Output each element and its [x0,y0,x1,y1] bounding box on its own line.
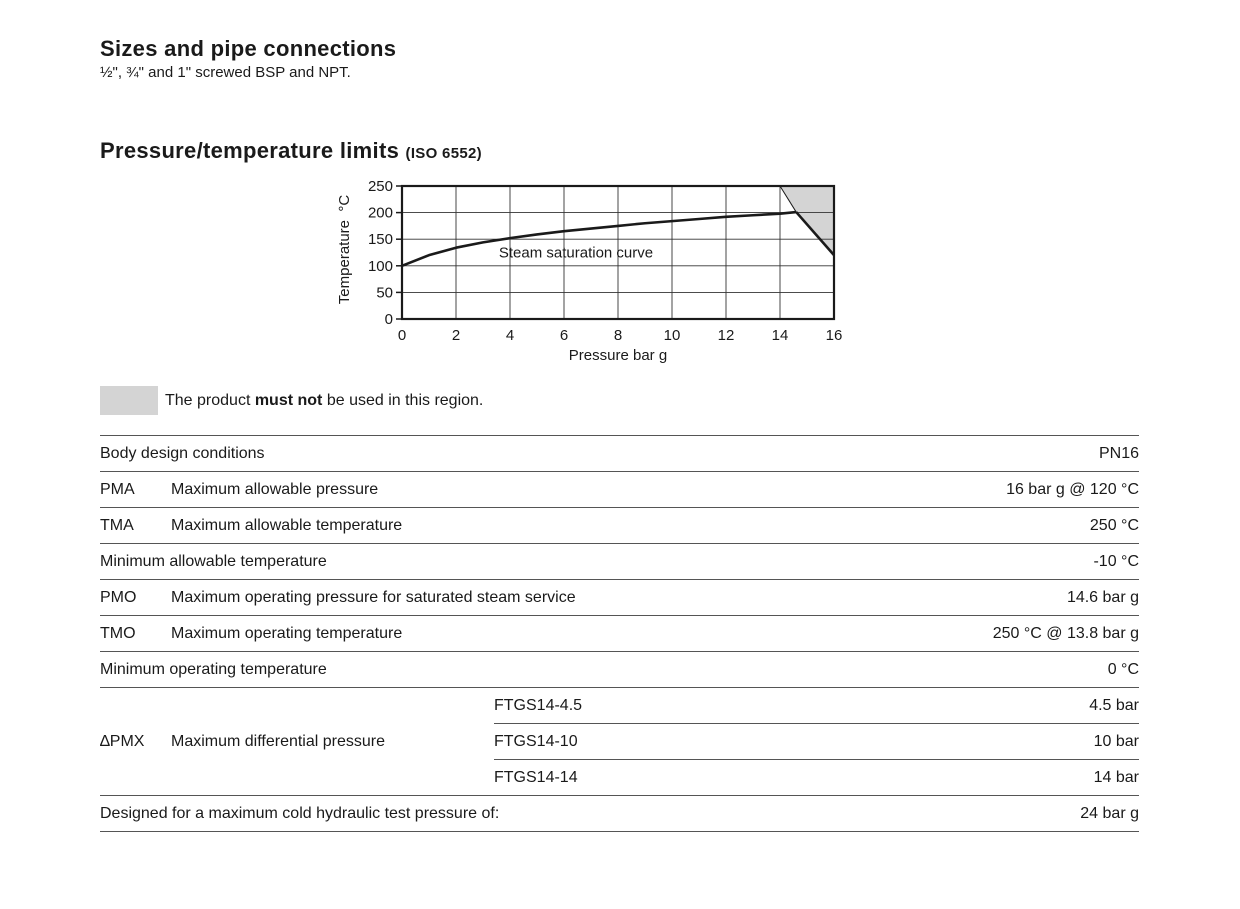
table-row-body-design [100,436,1139,472]
x-tick-label: 16 [825,327,843,344]
pmo-code: PMO [100,580,171,616]
x-axis-label: Pressure bar g [568,347,668,364]
pmo-value: 14.6 bar g [884,580,1139,616]
legend-text-after: be used in this region. [322,391,484,409]
body-design-label: Body design conditions [100,436,884,472]
min-allowable-label: Minimum allowable temperature [100,544,884,580]
y-tick-label: 150 [367,231,393,249]
tma-value: 250 °C [884,508,1139,544]
x-tick-label: 6 [559,327,569,344]
restricted-region-swatch [100,386,158,415]
table-row-tmo [100,616,1139,652]
test-pressure-label: Designed for a maximum cold hydraulic test pressure of: [100,796,884,832]
pma-desc: Maximum allowable pressure [171,472,884,508]
table-row-min-allowable [100,544,1139,580]
pma-code: PMA [100,472,171,508]
table-row-min-operating [100,652,1139,688]
sizes-title: Sizes and pipe connections [100,36,397,61]
spec-table [100,435,1139,832]
tmo-value: 250 °C @ 13.8 bar g [884,616,1139,652]
tmo-desc: Maximum operating temperature [171,616,884,652]
dpmx-desc: Maximum differential pressure [171,688,494,796]
x-tick-label: 4 [505,327,515,344]
tma-code: TMA [100,508,171,544]
limits-title [100,138,482,164]
limits-standard: (ISO 6552) [405,145,482,162]
dpmx-model: FTGS14-10 [494,724,884,760]
y-tick-label: 50 [376,284,393,302]
test-pressure-value: 24 bar g [884,796,1139,832]
dpmx-value: 10 bar [884,724,1139,760]
tmo-code: TMO [100,616,171,652]
pmo-desc: Maximum operating pressure for saturated steam service [171,580,884,616]
tma-desc: Maximum allowable temperature [171,508,884,544]
legend-text-before: The product [165,391,255,409]
table-row-test-pressure [100,796,1139,832]
min-operating-value: 0 °C [884,652,1139,688]
table-row-dpmx-1 [100,688,1139,724]
table-row-tma [100,508,1139,544]
y-tick-label: 200 [367,204,393,222]
limits-title-text: Pressure/temperature limits [100,138,400,163]
x-tick-label: 0 [397,327,407,344]
curve-annotation: Steam saturation curve [498,244,654,262]
dpmx-code: ∆PMX [100,688,171,796]
table-row-pmo [100,580,1139,616]
x-tick-label: 14 [771,327,789,344]
y-tick-label: 250 [367,178,393,195]
min-allowable-value: -10 °C [884,544,1139,580]
x-tick-label: 10 [663,327,681,344]
min-operating-label: Minimum operating temperature [100,652,884,688]
y-tick-label: 100 [367,257,393,275]
y-axis-label: Temperature °C [336,194,353,305]
x-tick-label: 8 [613,327,623,344]
chart-legend [100,386,483,415]
legend-text-bold: must not [254,391,323,409]
table-row-pma [100,472,1139,508]
body-design-value: PN16 [884,436,1139,472]
x-tick-label: 12 [717,327,735,344]
dpmx-model: FTGS14-4.5 [494,688,884,724]
y-tick-label: 0 [384,311,393,328]
pma-value: 16 bar g @ 120 °C [884,472,1139,508]
dpmx-model: FTGS14-14 [494,760,884,796]
pressure-temperature-chart [320,172,860,372]
dpmx-value: 4.5 bar [884,688,1139,724]
sizes-text: ½", ¾" and 1" screwed BSP and NPT. [100,64,351,81]
x-tick-label: 2 [451,327,461,344]
legend-text [165,392,483,410]
dpmx-value: 14 bar [884,760,1139,796]
